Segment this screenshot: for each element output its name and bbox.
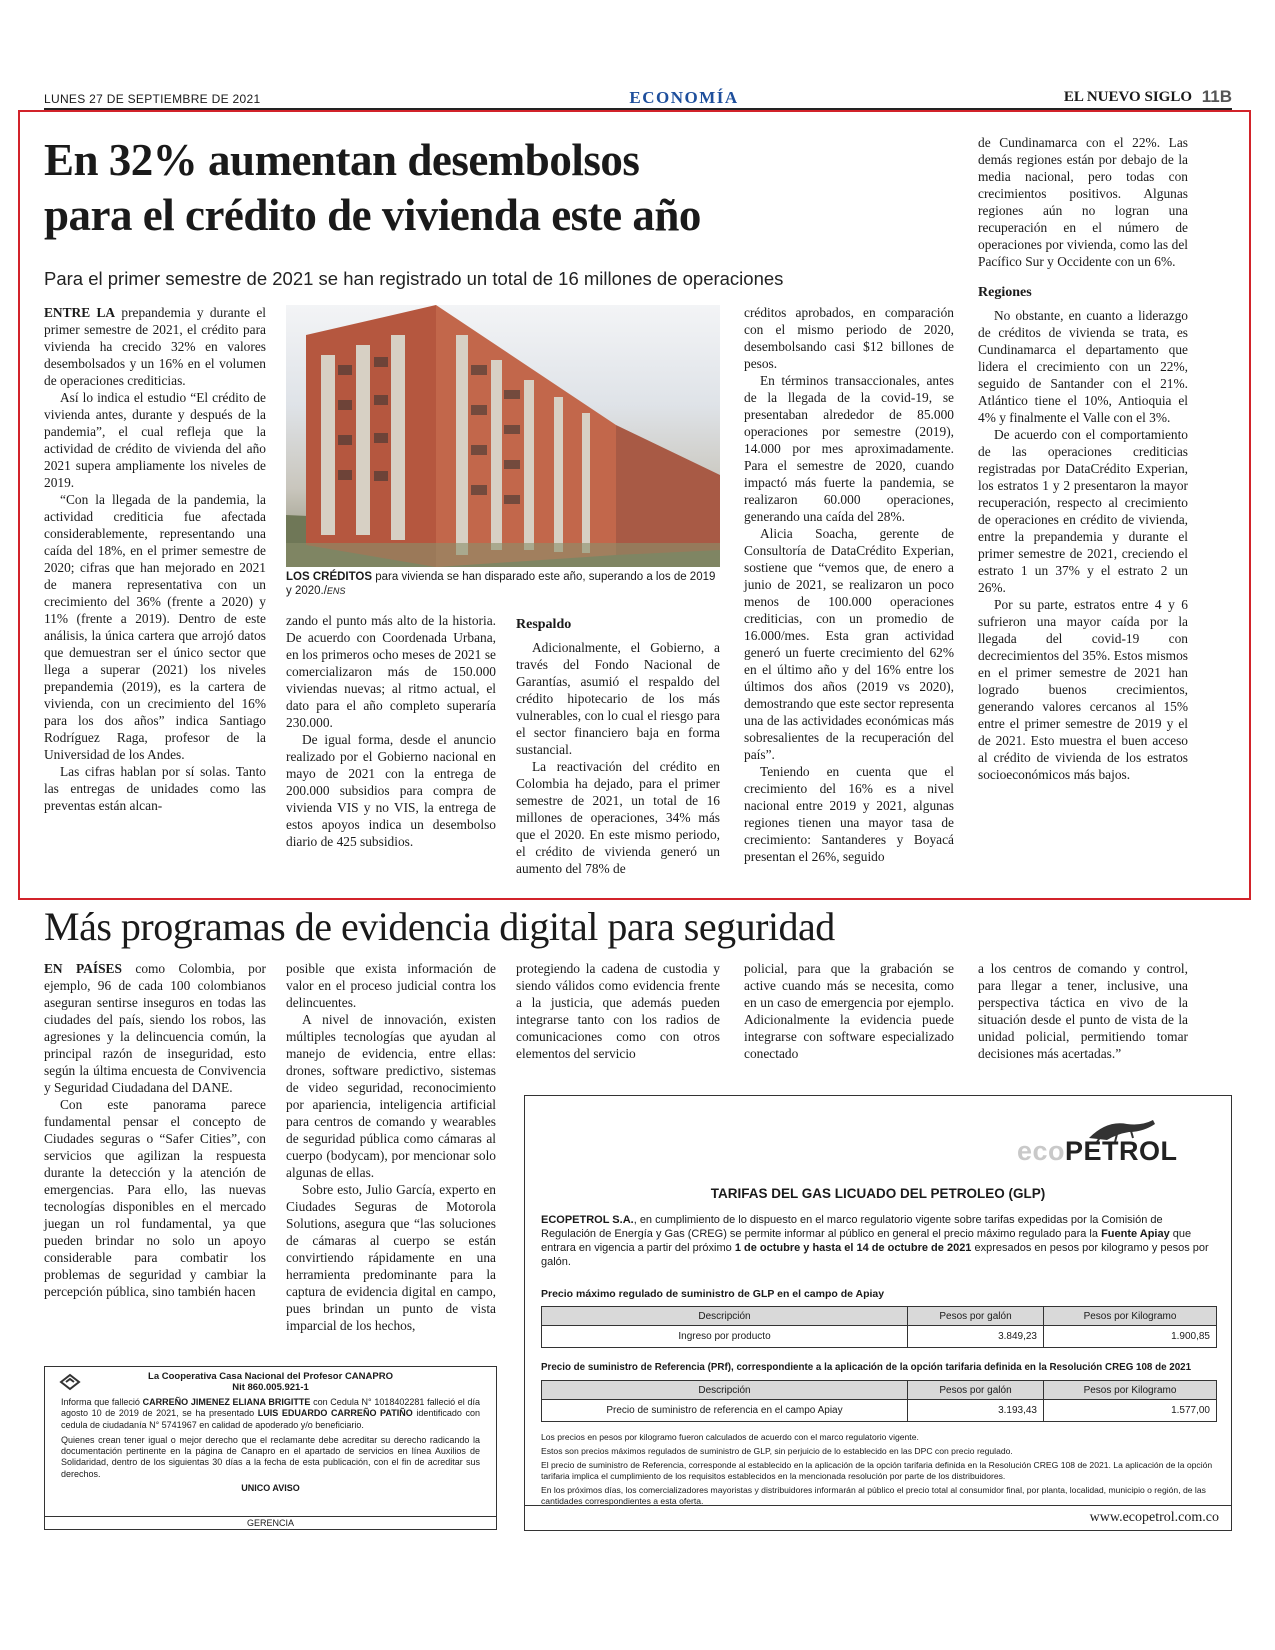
section-name: ECONOMÍA xyxy=(629,88,739,107)
newspaper-name: EL NUEVO SIGLO xyxy=(1063,89,1192,105)
notice-aviso: UNICO AVISO xyxy=(241,1483,300,1494)
article-1-column-4: créditos aprobados, en comparación con el mismo periodo de 2020, desembolsando casi $12 billones de pesos. En términos transaccionales, antes de la llegada de la covid-19, se presentaban alrededor de 85.000 operaciones por semestre (2019), 14.000 por mes aproximadamente. Para el semestre de 2020, cuando impactó más fuerte la pandemia, se realizaron 60.000 operaciones, generando una caída del 28%. Alicia Soacha, gerente de Consultoría de DataCrédito Experian, sostiene que “vemos que, de enero a junio de 2021, se realizaron un poco menos de 100.000 operaciones crediticias, con un promedio de 16.000/mes. Esta gran actividad generó un fuerte crecimiento del 62% en el último año y del 16% entre los últimos dos años (2019 vs 2020), demostrando que este sector representa una de las actividades económicas más sobresalientes de la recuperación del país”. Teniendo en cuenta que el crecimiento del 16% es a nivel nacional entre 2019 y 2021, algunas regiones tienen una mayor tasa de crecimiento: Santanderes y Boyacá presentan el 26%, seguido xyxy=(744,305,954,864)
article-2-column-1: EN PAÍSES como Colombia, por ejemplo, 96 de cada 100 colombianos aseguran sentirse inseguros en todas las ciudades del país, siendo los robos, las agresiones y la delincuencia común, la principal razón de inseguridad, esto según la última encuesta de Convivencia y Seguridad Ciudadana del DANE. Con este panorama parece fundamental pensar el concepto de Ciudades seguras o “Safer Cities”, con servicios que agilizan la respuesta durante la detección y la atención de emergencias. Para ello, las nuevas tecnologías disponibles en el mercado juegan un rol fundamental, ya que pueden brindar no solo un apoyo considerable para combatir los problemas de seguridad y cambiar la percepción pública, sino también hacen xyxy=(44,961,267,1299)
price-table-2 xyxy=(541,1380,1217,1422)
ecopetrol-website-link[interactable]: www.ecopetrol.com.co xyxy=(525,1505,1231,1530)
article-1-deck: Para el primer semestre de 2021 se han registrado un total de 16 millones de operaciones xyxy=(44,268,784,289)
canapro-logo-icon xyxy=(59,1373,81,1391)
notice-body: Informa que falleció CARREÑO JIMENEZ ELIANA BRIGITTE con Cedula N° 1018402281 falleció el día agosto 10 de 2019 de 2021, se ha presentado LUIS EDUARDO CARREÑO PATIÑO identificado con cedula de ciudadanía N° 5741967 en calidad de apoderado y/o beneficiario. xyxy=(61,1397,481,1430)
apartment-buildings-icon xyxy=(286,305,720,567)
ecopetrol-intro: ECOPETROL S.A., en cumplimiento de lo dispuesto en el marco regulatorio vigente sobre tarifas expedidas por la Comisión de Regulación de Energía y Gas (CREG) se permite informar al público en general el precio máximo regulado para la Fuente Apiay que entrara en vigencia a partir del próximo 1 de octubre y hasta el 14 de octubre de 2021 expresados en pesos por kilogramo y pesos por galón. xyxy=(541,1214,1209,1268)
canapro-notice xyxy=(44,1366,497,1530)
price-table-1 xyxy=(541,1306,1217,1348)
ecopetrol-title: TARIFAS DEL GAS LICUADO DEL PETROLEO (GLP) xyxy=(710,1186,1046,1201)
table-2-title: Precio de suministro de Referencia (PRf), correspondiente a la aplicación de la opción tarifaria definida en la Resolución CREG 108 de 2021 xyxy=(541,1362,1192,1373)
ecopetrol-ad xyxy=(524,1095,1232,1531)
photo-caption: LOS CRÉDITOS para vivienda se han disparado este año, superando a los de 2019 y 2020./ENS xyxy=(286,571,716,597)
table-row: Precio de suministro de referencia en el campo Apiay 3.193,43 1.577,00 xyxy=(542,1400,1217,1422)
article-1-headline: En 32% aumentan desembolsos para el crédito de vivienda este año xyxy=(44,135,701,240)
notice-body-2: Quienes crean tener igual o mejor derecho que el reclamante debe acreditar su derecho radicando la documentación pertinente en la página de Canapro en el apartado de servicios en línea Auxilios de Solidaridad, dentro de los siguientas 30 días a la fecha de esta publicación, con el fin de acreditar sus derechos. xyxy=(61,1434,480,1479)
subhead-regiones: Regiones xyxy=(978,285,1032,300)
notice-nit: Nit 860.005.921-1 xyxy=(232,1382,309,1393)
article-2-column-2: posible que exista información de valor en el proceso judicial contra los delincuentes. A nivel de innovación, existen múltiples tecnologías que ayudan al manejo de evidencia, entre ellas: drones, software predictivo, sistemas de video seguridad, reconocimiento por apariencia, inteligencia artificial para centros de comando y wearables de seguridad pública como cámaras al cuerpo (bodycam), por mencionar solo algunas de ellas. Sobre esto, Julio García, experto en Ciudades Seguras de Motorola Solutions, asegura que “las soluciones de cámaras al cuerpo se están convirtiendo rápidamente en una herramienta predominante para la captura de evidencia digital en campo, pues brindan un punto de vista imparcial de los hechos, xyxy=(286,961,496,1333)
table-1-title: Precio máximo regulado de suministro de GLP en el campo de Apiay xyxy=(541,1288,885,1300)
table-row: Ingreso por producto 3.849,23 1.900,85 xyxy=(542,1326,1217,1348)
article-2-headline: Más programas de evidencia digital para seguridad xyxy=(44,904,835,949)
edition-date: LUNES 27 DE SEPTIEMBRE DE 2021 xyxy=(44,92,261,106)
article-1-column-3: Respaldo Adicionalmente, el Gobierno, a través del Fondo Nacional de Garantías, asumió el respaldo del crédito hipotecario de los más vulnerables, con lo cual el riesgo para el sector financiero baja en forma sustancial. La reactivación del crédito en Colombia ha dejado, para el primer semestre de 2021, un total de 16 millones de operaciones, 34% más que el 2020. En este mismo periodo, el crédito de vivienda generó un aumento del 78% de xyxy=(516,617,720,876)
article-2-column-3: protegiendo la cadena de custodia y siendo válidos como evidencia frente a la justicia, que además pueden integrarse tanto con los radios de comunicaciones como con otros elementos del servicio xyxy=(516,961,720,1061)
masthead xyxy=(44,87,1232,110)
article-2-column-4: policial, para que la grabación se active cuando más se necesita, como en un caso de emergencia por ejemplo. Adicionalmente la evidencia puede integrarse con software especializado conectado xyxy=(744,961,954,1061)
notice-footer: GERENCIA xyxy=(45,1516,496,1529)
table-header-row: Descripción Pesos por galón Pesos por Kilogramo xyxy=(542,1307,1217,1326)
page-number: 11B xyxy=(1201,87,1232,106)
notice-org: La Cooperativa Casa Nacional del Profesor CANAPRO xyxy=(148,1371,393,1382)
article-1-column-2: zando el punto más alto de la historia. De acuerdo con Coordenada Urbana, en los primeros ocho meses de 2021 se comercializaron más de 150.000 viviendas nuevas; al ritmo actual, el dato para el año completo superaría 230.000. De igual forma, desde el anuncio realizado por el Gobierno nacional en mayo de 2021 con la entrega de 200.000 subsidios para compra de vivienda VIS y no VIS, la entrega de estos apoyos indica un desembolso diario de 425 subsidios. xyxy=(286,613,496,849)
ecopetrol-notes: Los precios en pesos por kilogramo fueron calculados de acuerdo con el marco regulatorio vigente. Estos son precios máximos regulados de suministro de GLP, sin perjuicio de lo establecido en las DPC con precio regulado. El precio de suministro de Referencia, corresponde al establecido en la aplicación de la opción tarifaria definida en la Resolución CREG 108 de 2021. La aplicación de la opción tarifaria implica el cumplimiento de los requisitos establecidos en la mencionada resolución por parte de los distribuidores. En los próximos días, los comercializadores mayoristas y distribuidores informarán al público el precio total al consumidor final, por planta, localidad, municipio o región, de las cantidades correspondientes a esta oferta. xyxy=(541,1432,1213,1506)
article-2-column-5: a los centros de comando y control, para llegar a tener, inclusive, una perspectiva táctica en vivo de la situación desde el punto de vista de la unidad policial, permitiendo tomar decisiones más acertadas.” xyxy=(978,961,1188,1061)
housing-buildings-photo xyxy=(286,305,720,567)
ecopetrol-logo: ecoPETROL xyxy=(1017,1124,1207,1174)
article-1-column-1: ENTRE LA prepandemia y durante el primer semestre de 2021, el crédito para vivienda ha crecido 32% en valores desembolsados y un 16% en el volumen de operaciones crediticias. Así lo indica el estudio “El crédito de vivienda antes, durante y después de la pandemia”, el cual refleja que la actividad de crédito de vivienda del año 2021 supera ampliamente los niveles de 2019. “Con la llegada de la pandemia, la actividad crediticia fue afectada considerablemente, representando una caída del 18%, en el primer semestre de 2020; cifras que han mejorado en 2021 de manera representativa con un crecimiento del 36% (frente a 2020) y 11% (frente a 2019). Dentro de este análisis, la única cartera que arrojó datos que demuestran ser el único sector que llega a superar (2021) los niveles prepandemia (2019), es la cartera de vivienda, con un crecimiento del 16% para los dos años” indica Santiago Rodríguez Raga, profesor de la Universidad de los Andes. Las cifras hablan por sí solas. Tanto las entregas de unidades como las preventas están alcan- xyxy=(44,305,266,813)
table-header-row: Descripción Pesos por galón Pesos por Kilogramo xyxy=(542,1381,1217,1400)
subhead-respaldo: Respaldo xyxy=(516,617,572,632)
article-1-column-5: de Cundinamarca con el 22%. Las demás regiones están por debajo de la media nacional, pero todas con crecimientos positivos. Algunas regiones aún no logran una recuperación en el número de operaciones por vivienda, como las del Pacífico Sur y Occidente con un 6%. Regiones No obstante, en cuanto a liderazgo de créditos de vivienda se trata, es Cundinamarca el departamento que lidera el crecimiento con un 22%, seguido de Santander con el 21%. Atlántico tiene el 10%, Antioquia el 4% y finalmente el Valle con el 3%. De acuerdo con el comportamiento de las operaciones crediticias registradas por DataCrédito Experian, los estratos 1 y 2 presentaron la mayor recuperación, respecto al crecimiento de operaciones en crédito de vivienda, entre la prepandemia y durante el primer semestre de 2021, creciendo el estrato 1 un 37% y el estrato 2 un 26%. Por su parte, estratos entre 4 y 6 sufrieron una mayor caída por la llegada del covid-19 con decrecimientos del 35%. Estos mismos en el primer semestre de 2021 han logrado buenos crecimientos, generando valores cercanos al 15% entre el primer semestre de 2019 y el de 2021. Esto muestra el buen acceso al crédito de vivienda de los estratos socioeconómicos más bajos. xyxy=(978,135,1188,782)
